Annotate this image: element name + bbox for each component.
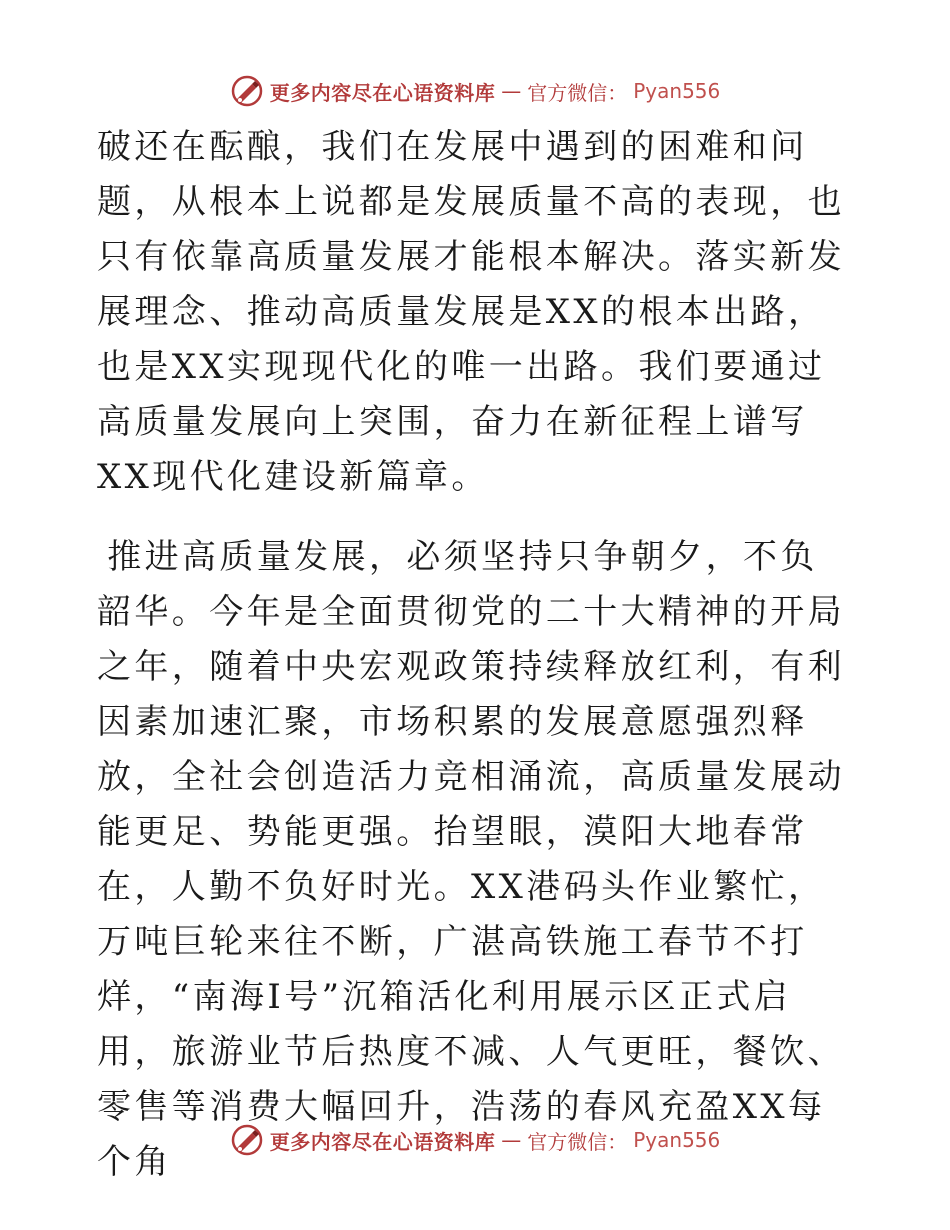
header-site-name: 更多内容尽在心语资料库: [269, 80, 496, 105]
pen-logo-icon: [230, 74, 264, 108]
paragraph: 破还在酝酿，我们在发展中遇到的困难和问题，从根本上说都是发展质量不高的表现，也只有依靠高质量发展才能根本解决。落实新发展理念、推动高质量发展是XX的根本出路，也是XX实现现代化的唯一出路。我们要通过高质量发展向上突围，奋力在新征程上谱写XX现代化建设新篇章。: [97, 127, 845, 497]
header-watermark: [0, 74, 950, 108]
footer-wechat-id: Pyan556: [633, 1128, 721, 1152]
footer-site-name: 更多内容尽在心语资料库: [269, 1129, 496, 1154]
header-wechat-label: 官方微信：: [527, 80, 628, 105]
footer-watermark: [0, 1123, 950, 1157]
footer-wechat-label: 官方微信：: [527, 1129, 628, 1154]
header-wechat-id: Pyan556: [633, 79, 721, 103]
header-separator: —: [501, 79, 522, 103]
pen-logo-icon: [230, 1123, 264, 1157]
document-body: [97, 120, 853, 1190]
footer-separator: —: [501, 1128, 522, 1152]
paragraph: 推进高质量发展，必须坚持只争朝夕，不负韶华。今年是全面贯彻党的二十大精神的开局之年，随着中央宏观政策持续释放红利，有利因素加速汇聚，市场积累的发展意愿强烈释放，全社会创造活力竞相涌流，高质量发展动能更足、势能更强。抬望眼，漠阳大地春常在，人勤不负好时光。XX港码头作业繁忙，万吨巨轮来往不断，广湛高铁施工春节不打烊，“南海Ⅰ号”沉箱活化利用展示区正式启用，旅游业节后热度不减、人气更旺，餐饮、零售等消费大幅回升，浩荡的春风充盈XX每个角: [97, 537, 845, 1182]
